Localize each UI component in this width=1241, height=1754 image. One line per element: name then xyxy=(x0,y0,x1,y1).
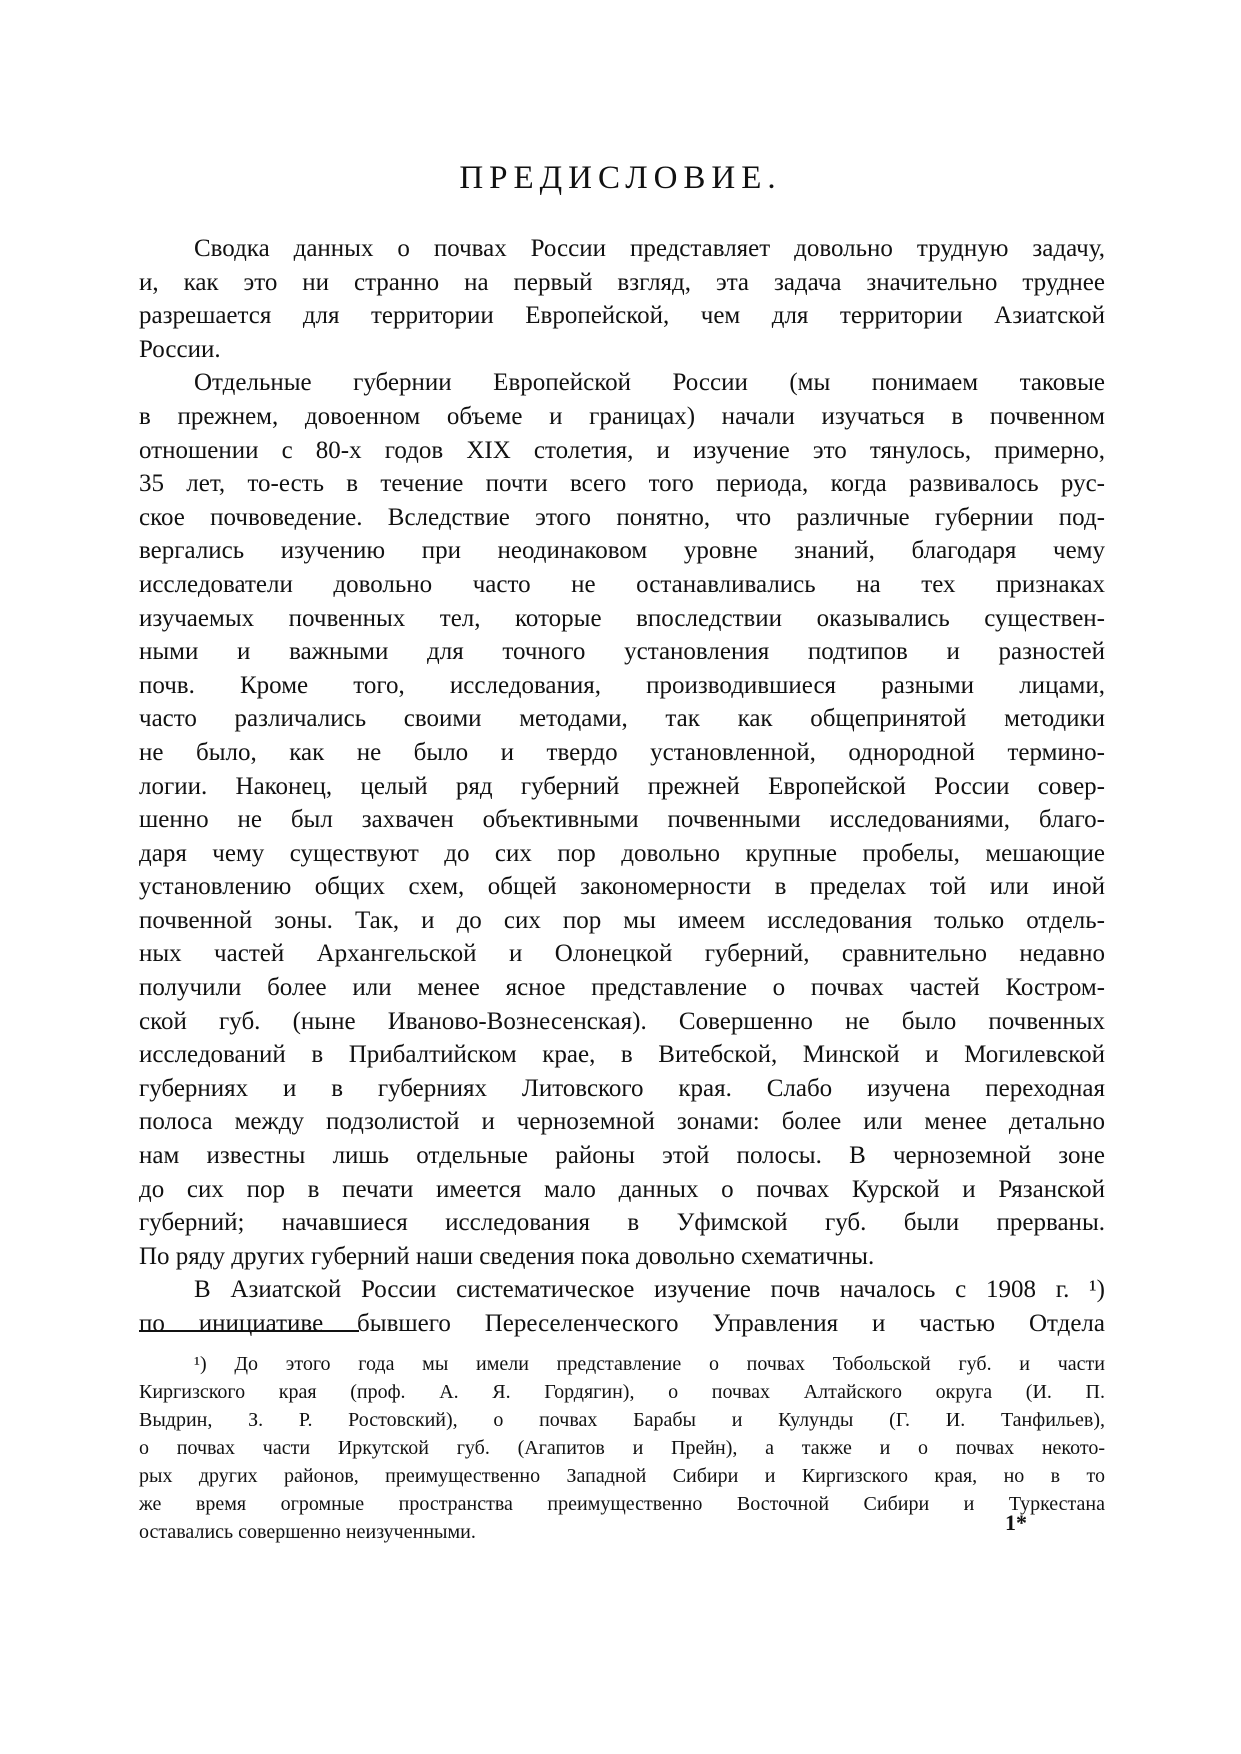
body-text xyxy=(139,232,1105,1341)
footnote-line: ¹) До этого года мы имели представление о почвах Тобольской губ. и части xyxy=(194,1353,1105,1375)
text-line: нам известны лишь отдельные районы этой полосы. В черноземной зоне xyxy=(139,1142,1105,1170)
text-line: губерний; начавшиеся исследования в Уфимской губ. были прерваны. xyxy=(139,1209,1105,1237)
text-line: 35 лет, то-есть в течение почти всего того периода, когда развивалось рус- xyxy=(139,470,1105,498)
text-line: губерниях и в губерниях Литовского края. Слабо изучена переходная xyxy=(139,1074,1105,1102)
text-line: до сих пор в печати имеется мало данных о почвах Курской и Рязанской xyxy=(139,1175,1105,1203)
text-line: изучаемых почвенных тел, которые впоследствии оказывались существен- xyxy=(139,604,1105,632)
footnote-line: о почвах части Иркутской губ. (Агапитов и Прейн), а также и о почвах некото- xyxy=(139,1437,1105,1459)
text-line: исследований в Прибалтийском крае, в Витебской, Минской и Могилевской xyxy=(139,1041,1105,1069)
text-line: шенно не был захвачен объективными почвенными исследованиями, благо- xyxy=(139,806,1105,834)
text-line: установлению общих схем, общей закономерности в пределах той или иной xyxy=(139,873,1105,901)
text-line: По ряду других губерний наши сведения пока довольно схематичны. xyxy=(139,1242,875,1270)
footnote-line: рых других районов, преимущественно Западной Сибири и Киргизского края, но в то xyxy=(139,1465,1105,1487)
text-line: полоса между подзолистой и черноземной зонами: более или менее детально xyxy=(139,1108,1105,1136)
text-line: часто различались своими методами, так как общепринятой методики xyxy=(139,705,1105,733)
footnote-text xyxy=(139,1350,1105,1546)
text-line: Отдельные губернии Европейской России (мы понимаем таковые xyxy=(194,369,1105,397)
text-line: В Азиатской России систематическое изучение почв началось с 1908 г. ¹) xyxy=(194,1276,1105,1304)
text-line: ных частей Архангельской и Олонецкой губерний, сравнительно недавно xyxy=(139,940,1105,968)
text-line: ское почвоведение. Вследствие этого понятно, что различные губернии под- xyxy=(139,503,1105,531)
paragraph-2 xyxy=(139,366,1105,1273)
text-line: России. xyxy=(139,335,221,363)
text-line: вергались изучению при неодинаковом уровне знаний, благодаря чему xyxy=(139,537,1105,565)
text-line: в прежнем, довоенном объеме и границах) начали изучаться в почвенном xyxy=(139,402,1105,430)
page-number: 1* xyxy=(1005,1510,1027,1535)
text-line: не было, как не было и твердо установленной, однородной термино- xyxy=(139,738,1105,766)
text-line: ской губ. (ныне Иваново-Вознесенская). Совершенно не было почвенных xyxy=(139,1007,1105,1035)
footnote-line: Киргизского края (проф. А. Я. Гордягин), о почвах Алтайского округа (И. П. xyxy=(139,1381,1105,1403)
text-line: по инициативе бывшего Переселенческого Управления и частью Отдела xyxy=(139,1310,1105,1337)
footnote xyxy=(139,1350,1105,1546)
footnote-line: Выдрин, З. Р. Ростовский), о почвах Барабы и Кулунды (Г. И. Танфильев), xyxy=(139,1409,1105,1431)
text-line: почвенной зоны. Так, и до сих пор мы имеем исследования только отдель- xyxy=(139,906,1105,934)
text-line: и, как это ни странно на первый взгляд, эта задача значительно труднее xyxy=(139,268,1105,296)
text-line: Сводка данных о почвах России представляет довольно трудную задачу, xyxy=(194,235,1105,262)
text-line: получили более или менее ясное представление о почвах частей Костром- xyxy=(139,974,1105,1002)
text-line: разрешается для территории Европейской, чем для территории Азиатской xyxy=(139,302,1105,330)
text-line: почв. Кроме того, исследования, производившиеся разными лицами, xyxy=(139,671,1105,699)
text-line: отношении с 80-х годов XIX столетия, и изучение это тянулось, примерно, xyxy=(139,436,1105,464)
footnote-line: оставались совершенно неизученными. xyxy=(139,1521,476,1543)
text-line: ными и важными для точного установления подтипов и разностей xyxy=(139,638,1105,666)
text-line: даря чему существуют до сих пор довольно крупные пробелы, мешающие xyxy=(139,839,1105,867)
text-line: исследователи довольно часто не останавливались на тех признаках xyxy=(139,570,1105,598)
footnote-separator xyxy=(139,1330,359,1332)
footnote-line: же время огромные пространства преимущественно Восточной Сибири и Туркестана xyxy=(139,1493,1105,1515)
paragraph-1 xyxy=(139,232,1105,366)
page-title: ПРЕДИСЛОВИЕ. xyxy=(459,160,782,196)
text-line: логии. Наконец, целый ряд губерний прежней Европейской России совер- xyxy=(139,772,1105,800)
